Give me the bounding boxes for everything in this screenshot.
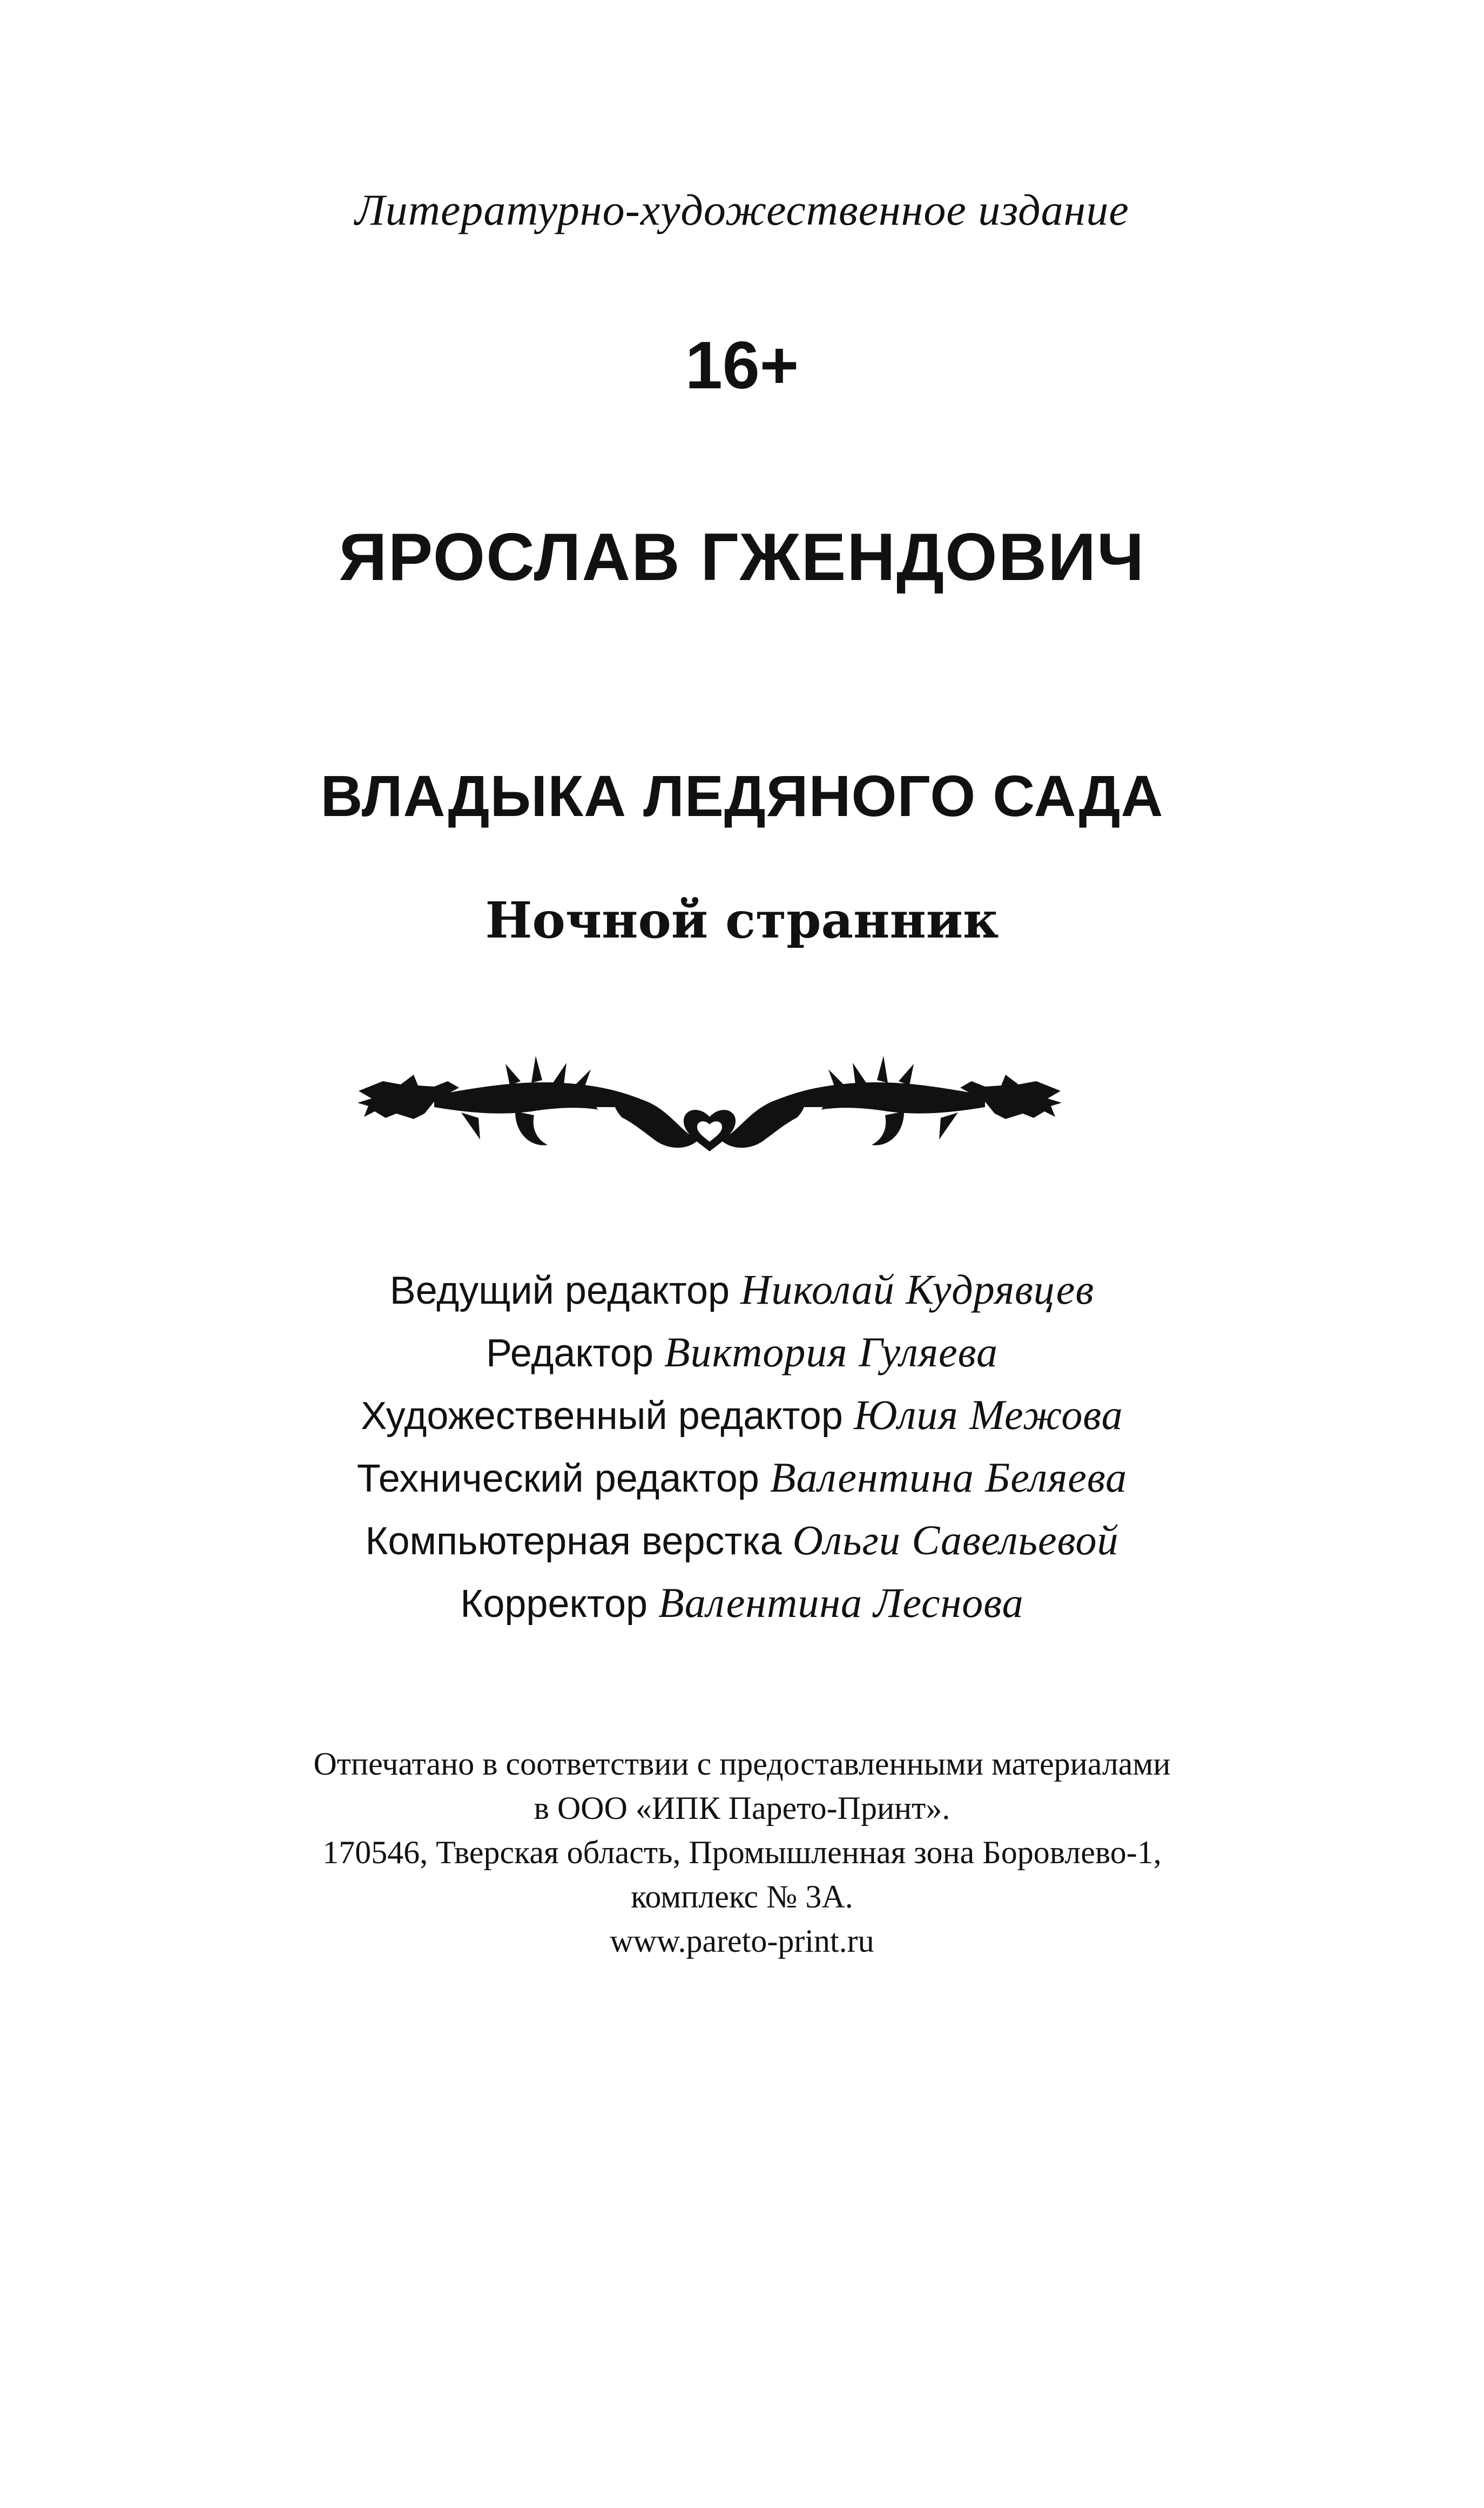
book-subtitle: Ночной странник xyxy=(485,891,999,949)
author-name: ЯРОСЛАВ ГЖЕНДОВИЧ xyxy=(339,520,1145,595)
printer-line: в ООО «ИПК Парето-Принт». xyxy=(534,1790,950,1826)
printer-line: 170546, Тверская область, Промышленная зона Боровлево-1, xyxy=(322,1835,1162,1870)
book-title: ВЛАДЫКА ЛЕДЯНОГО САДА xyxy=(320,763,1164,828)
credit-role: Художественный редактор xyxy=(361,1394,843,1438)
printer-line: комплекс № 3А. xyxy=(631,1879,853,1914)
credit-row xyxy=(0,1572,1484,1634)
credit-name: Валентина Леснова xyxy=(658,1579,1024,1626)
credit-role: Технический редактор xyxy=(356,1457,759,1500)
printer-website-link[interactable]: www.pareto-print.ru xyxy=(610,1923,874,1959)
credit-role: Редактор xyxy=(486,1332,653,1375)
credit-name: Юлия Межова xyxy=(853,1391,1123,1438)
credit-row xyxy=(0,1446,1484,1509)
credit-role: Ведущий редактор xyxy=(389,1269,730,1312)
printer-line: Отпечатано в соответствии с предоставленными материалами xyxy=(313,1746,1171,1782)
credit-name: Николай Кудрявцев xyxy=(740,1266,1095,1313)
credit-row xyxy=(0,1321,1484,1384)
credit-row xyxy=(0,1258,1484,1321)
credit-role: Компьютерная верстка xyxy=(365,1520,782,1563)
credits-list xyxy=(0,1258,1484,1634)
credit-row xyxy=(0,1384,1484,1446)
credit-role: Корректор xyxy=(460,1582,648,1626)
twin-dragons-ornament-icon xyxy=(353,1053,1066,1167)
credit-name: Ольги Савельевой xyxy=(792,1516,1119,1563)
credit-name: Валентина Беляева xyxy=(770,1454,1128,1501)
age-rating: 16+ xyxy=(685,328,799,403)
edition-type: Литературно-художественное издание xyxy=(355,185,1129,234)
credit-row xyxy=(0,1509,1484,1572)
printer-info xyxy=(0,1742,1484,1963)
credit-name: Виктория Гуляева xyxy=(664,1329,998,1376)
